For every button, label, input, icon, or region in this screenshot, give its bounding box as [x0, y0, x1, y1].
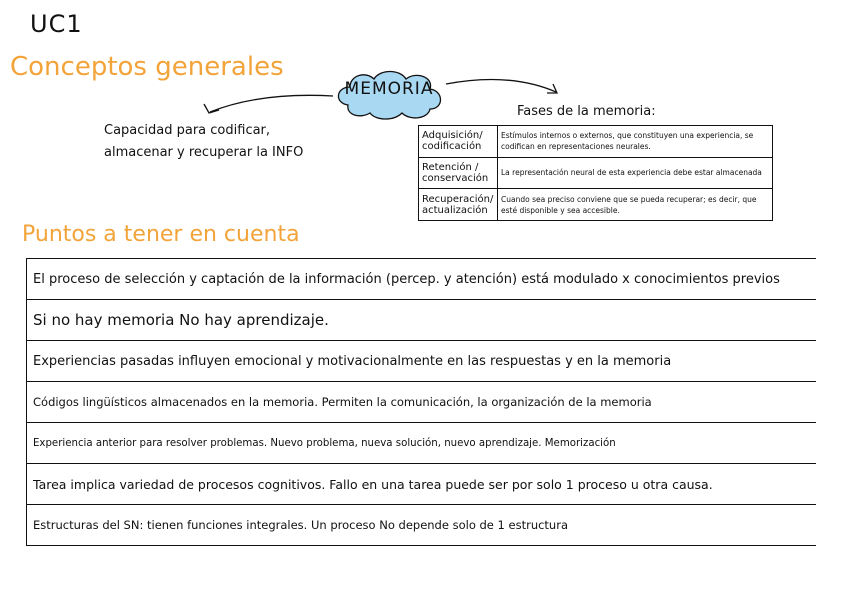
- unit-title: UC1: [30, 10, 83, 38]
- table-row: [419, 189, 773, 221]
- phases-table: [418, 125, 773, 221]
- point-item: Tarea implica variedad de procesos cognitivos. Fallo en una tarea puede ser por solo 1 proceso u otra causa.: [27, 464, 817, 505]
- point-item: Experiencia anterior para resolver problemas. Nuevo problema, nueva solución, nuevo aprendizaje. Memorización: [27, 423, 817, 464]
- table-row: [419, 157, 773, 189]
- table-row: [27, 423, 817, 464]
- phases-title: Fases de la memoria:: [517, 104, 656, 119]
- point-item: Experiencias pasadas influyen emocional y motivacionalmente en las respuestas y en la memoria: [27, 341, 817, 382]
- phase-description: Cuando sea preciso conviene que se pueda recuperar; es decir, que esté disponible y sea accesible.: [498, 189, 773, 221]
- table-row: [27, 300, 817, 341]
- phase-description: La representación neural de esta experiencia debe estar almacenada: [498, 157, 773, 189]
- section-title-general: Conceptos generales: [10, 52, 284, 82]
- section-title-points: Puntos a tener en cuenta: [22, 222, 300, 247]
- memory-label: MEMORIA: [344, 79, 434, 99]
- table-row: [27, 505, 817, 546]
- point-item: Si no hay memoria No hay aprendizaje.: [27, 300, 817, 341]
- table-row: [27, 341, 817, 382]
- point-item: El proceso de selección y captación de la información (percep. y atención) está modulado x conocimientos previos: [27, 259, 817, 300]
- points-table: [26, 258, 816, 546]
- phase-name: Adquisición/ codificación: [419, 126, 498, 158]
- table-row: [27, 382, 817, 423]
- phase-name: Retención / conservación: [419, 157, 498, 189]
- table-row: [27, 464, 817, 505]
- phase-description: Estímulos internos o externos, que constituyen una experiencia, se codifican en representaciones neurales.: [498, 126, 773, 158]
- point-item: Códigos lingüísticos almacenados en la memoria. Permiten la comunicación, la organización de la memoria: [27, 382, 817, 423]
- phase-name: Recuperación/ actualización: [419, 189, 498, 221]
- point-item: Estructuras del SN: tienen funciones integrales. Un proceso No depende solo de 1 estructura: [27, 505, 817, 546]
- table-row: [27, 259, 817, 300]
- memory-definition: Capacidad para codificar, almacenar y recuperar la INFO: [104, 123, 304, 160]
- table-row: [419, 126, 773, 158]
- memory-cloud: [330, 65, 448, 123]
